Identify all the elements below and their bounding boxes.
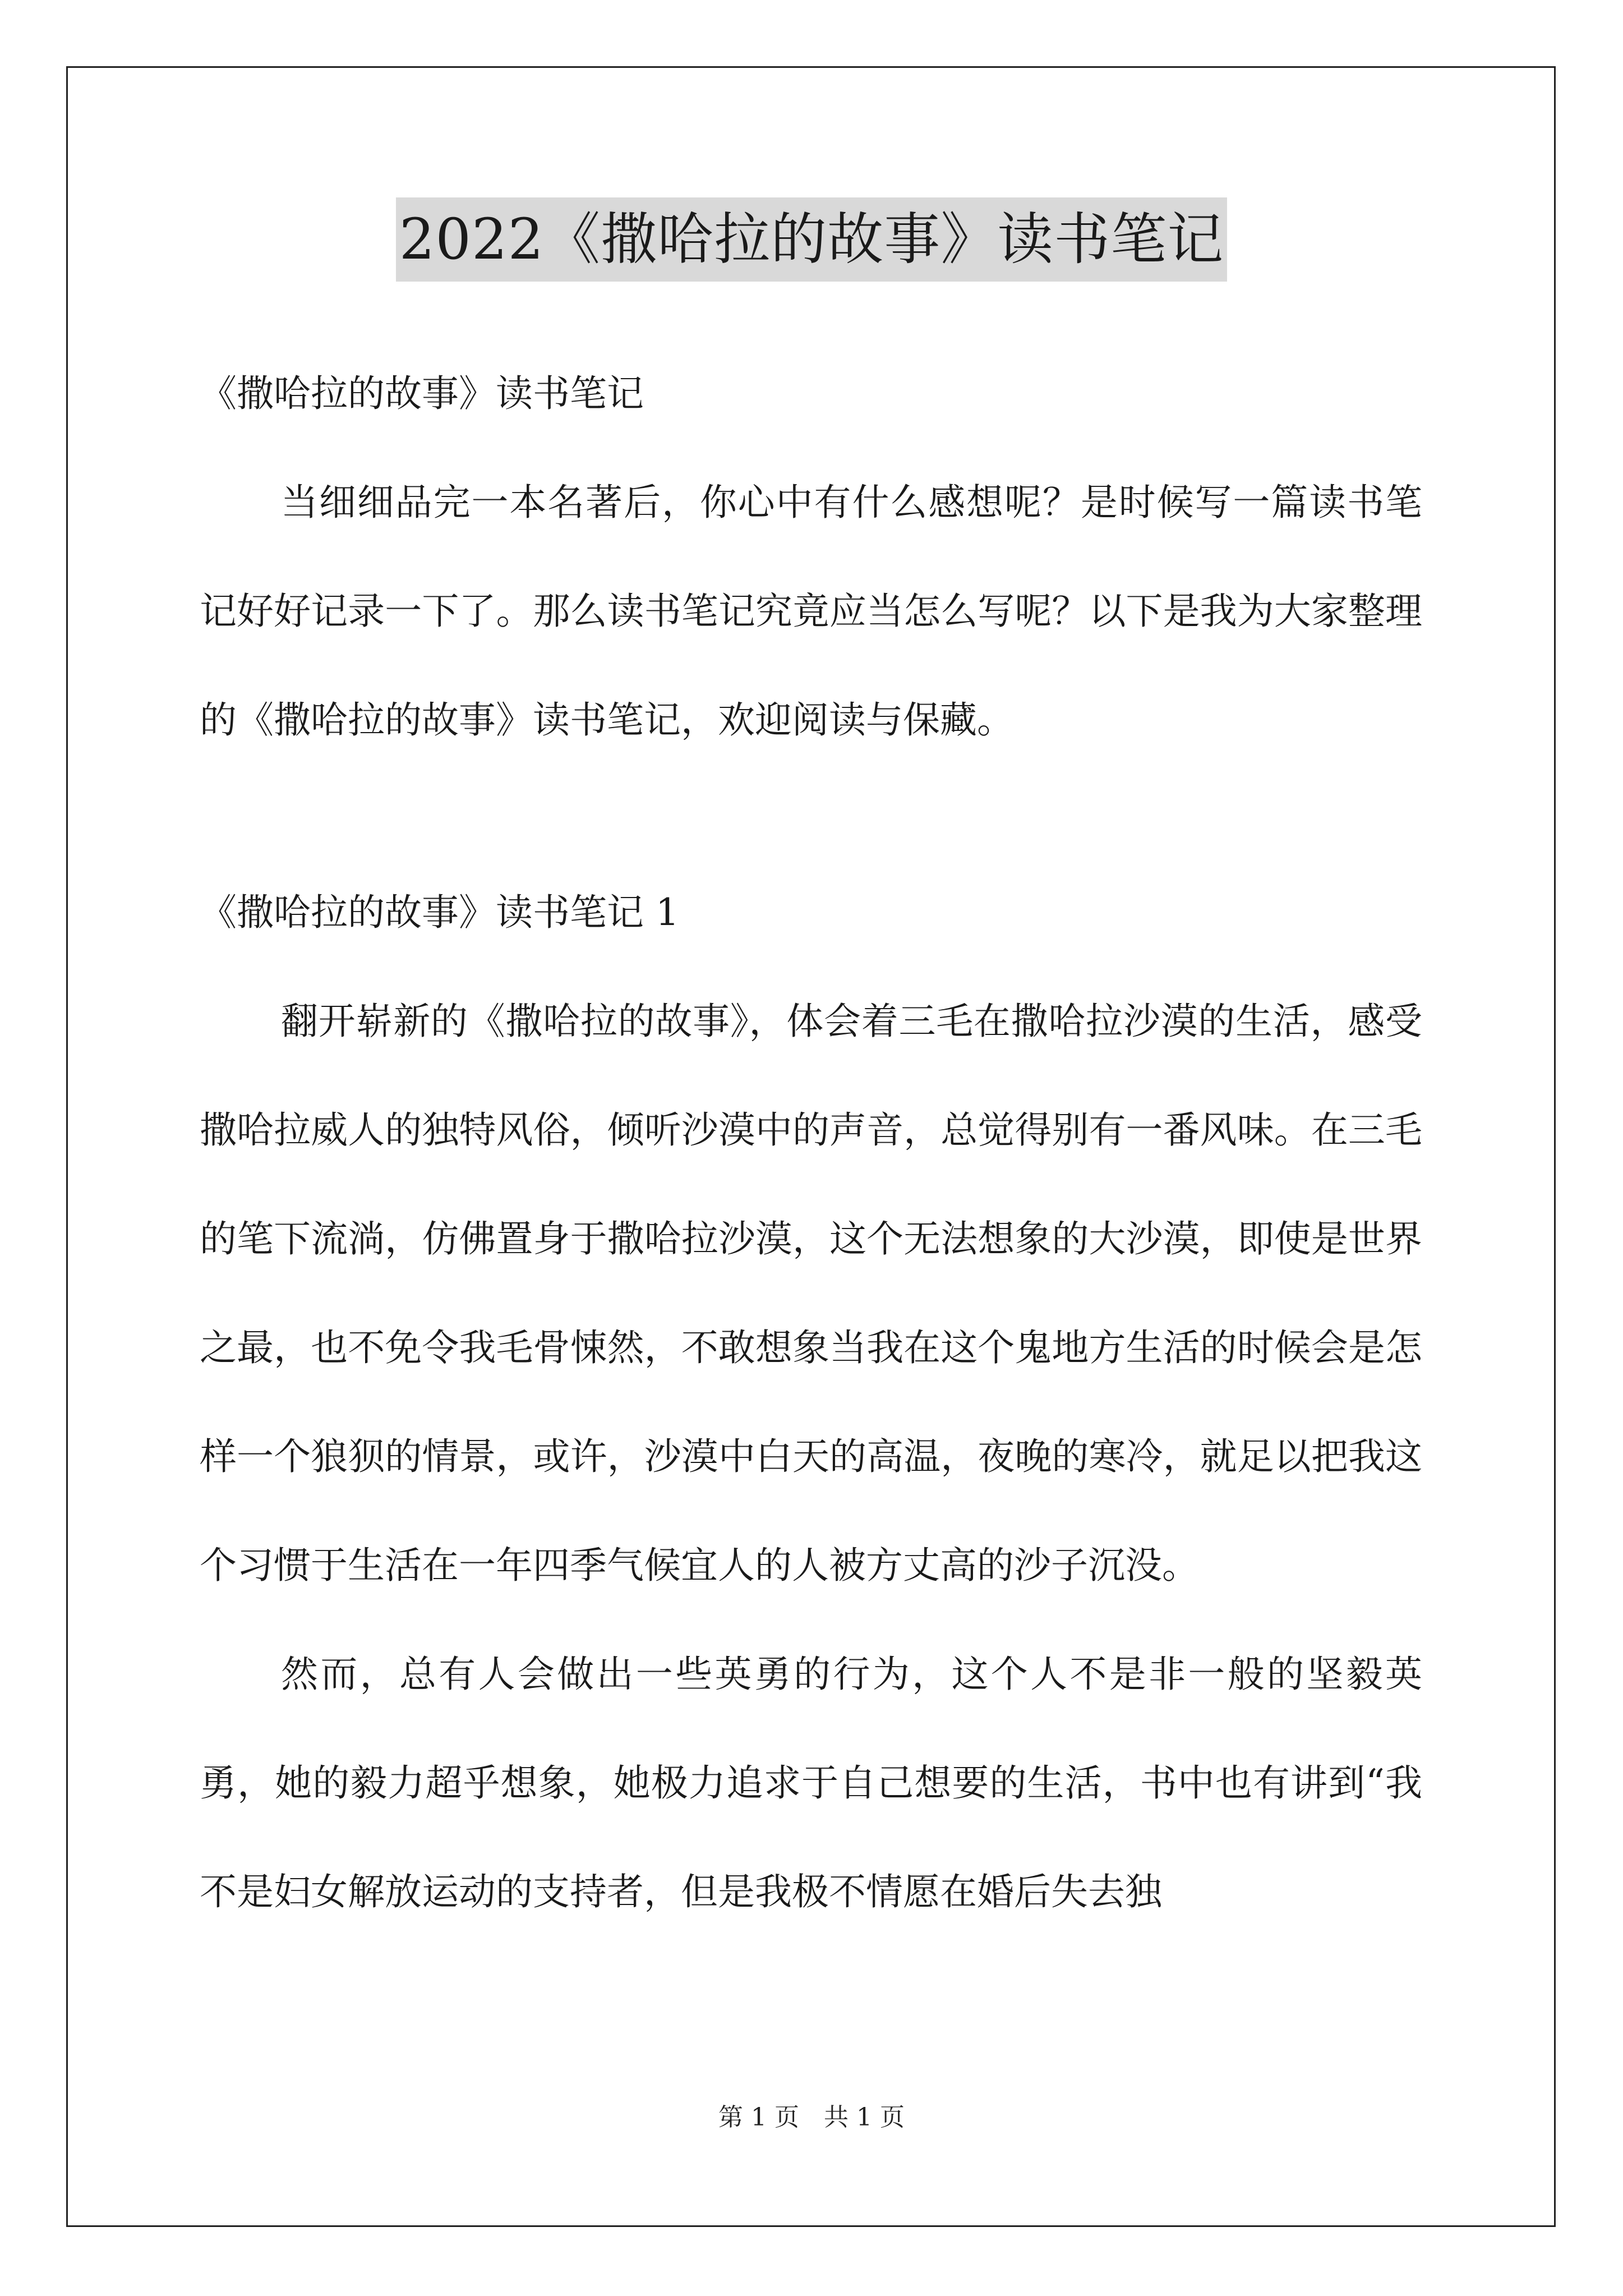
- section-1: [200, 858, 1422, 1947]
- document-title: 2022《撒哈拉的故事》读书笔记: [396, 197, 1228, 282]
- section1-paragraph-1: 翻开崭新的《撒哈拉的故事》，体会着三毛在撒哈拉沙漠的生活，感受撒哈拉威人的独特风俗，倾听沙漠中的声音，总觉得别有一番风味。在三毛的笔下流淌，仿佛置身于撒哈拉沙漠，这个无法想象的大沙漠，即使是世界之最，也不免令我毛骨悚然，不敢想象当我在这个鬼地方生活的时候会是怎样一个狼狈的情景，或许，沙漠中白天的高温，夜晚的寒冷，就足以把我这个习惯于生活在一年四季气候宜人的人被方丈高的沙子沉没。: [200, 1000, 1422, 1587]
- intro-heading: 《撒哈拉的故事》读书笔记: [200, 372, 644, 415]
- title-container: [0, 197, 1623, 282]
- intro-paragraph: 当细细品完一本名著后，你心中有什么感想呢？是时候写一篇读书笔记好好记录一下了。那么读书笔记究竟应当怎么写呢？以下是我为大家整理的《撒哈拉的故事》读书笔记，欢迎阅读与保藏。: [200, 481, 1422, 742]
- section1-heading: 《撒哈拉的故事》读书笔记 1: [200, 891, 679, 934]
- section1-paragraph-2: 然而，总有人会做出一些英勇的行为，这个人不是非一般的坚毅英勇，她的毅力超乎想象，她极力追求于自己想要的生活，书中也有讲到“我不是妇女解放运动的支持者，但是我极不情愿在婚后失去独: [200, 1653, 1422, 1913]
- page-number: 第 1 页 共 1 页: [718, 2103, 905, 2132]
- intro-section: [200, 339, 1422, 775]
